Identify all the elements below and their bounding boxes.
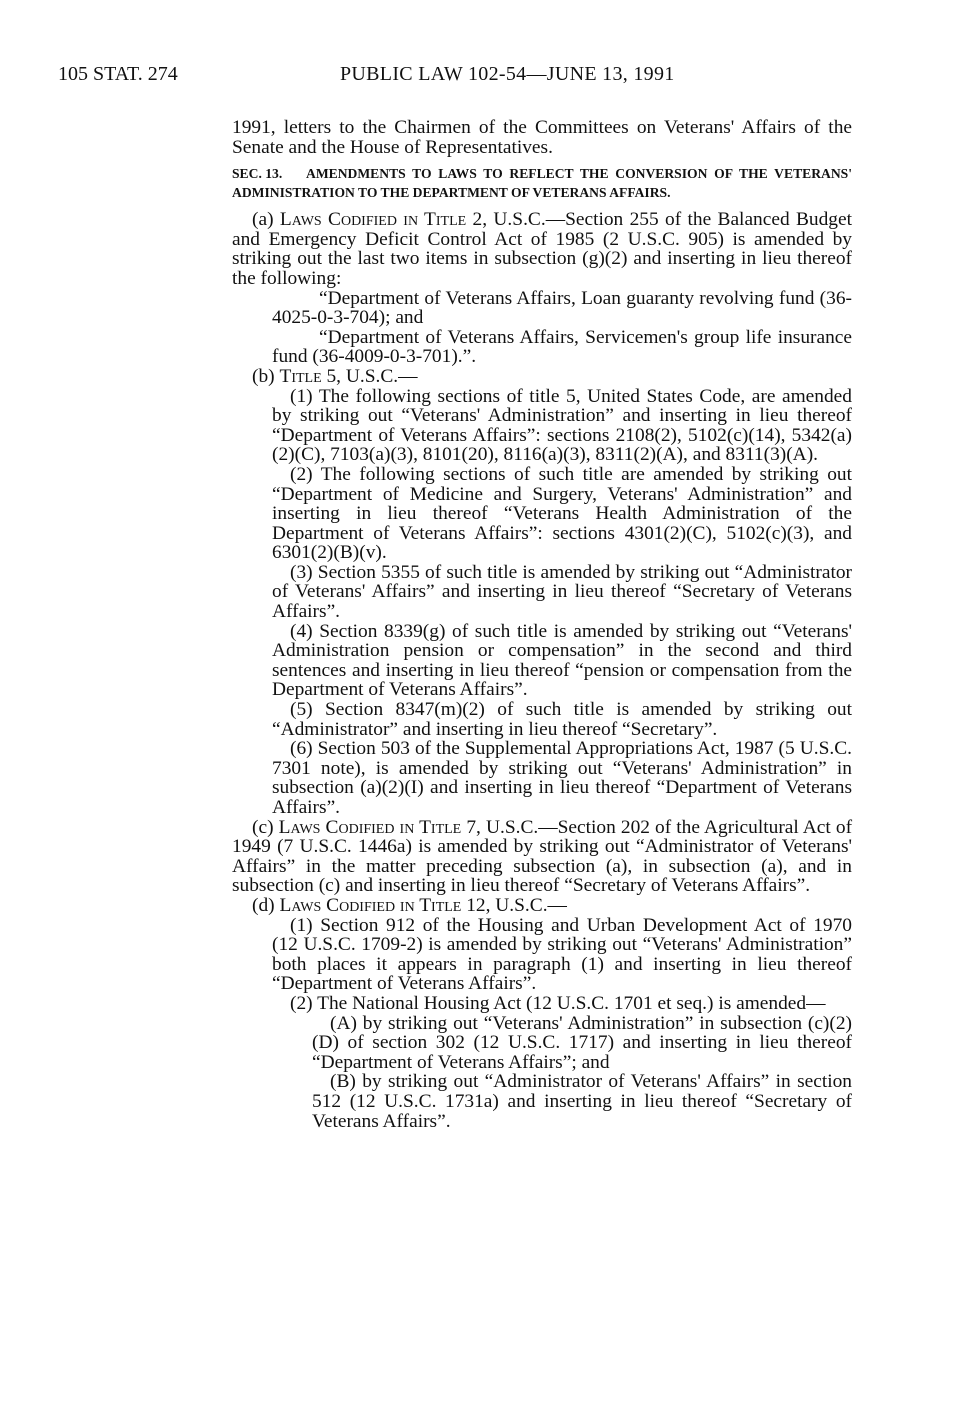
- subsection-b-text: 5, U.S.C.—: [321, 365, 418, 387]
- paragraph-d2A: (A) by striking out “Veterans' Administration” in subsection (c)(2)(D) of section 302 (12 U.S.C. 1717) and inserting in lieu thereof “Department of Veterans Affairs”; and: [312, 1012, 852, 1073]
- paragraph-b6: (6) Section 503 of the Supplemental Appropriations Act, 1987 (5 U.S.C. 7301 note), is amended by striking out “Veterans' Administration” in subsection (a)(2)(I) and inserting in lieu thereof “Department of Veterans Affairs”.: [272, 738, 852, 818]
- subsection-d: [232, 896, 852, 916]
- paragraph-d2: (2) The National Housing Act (12 U.S.C. 1701 et seq.) is amended—: [290, 992, 826, 1014]
- paragraph-d2B: (B) by striking out “Administrator of Veterans' Affairs” in section 512 (12 U.S.C. 1731a) and inserting in lieu thereof “Secretary of Veterans Affairs”.: [312, 1071, 852, 1132]
- page-header: [58, 62, 848, 86]
- subsection-a-text: 2, U.S.C.—Section 255 of the Balanced Budget and Emergency Deficit Control Act of 1985 (2 U.S.C. 905) is amended by striking out the last two items in subsection (g)(2) and inserting in lieu thereof the following:: [232, 209, 853, 289]
- subsection-b-heading: Title: [279, 365, 322, 387]
- quoted-item-1: “Department of Veterans Affairs, Loan guaranty revolving fund (36-4025-0-3-704); and: [272, 287, 852, 329]
- subsection-d-label: (d): [252, 894, 280, 916]
- subsection-d-text: 12, U.S.C.—: [461, 894, 567, 916]
- subsection-d-heading: Laws Codified in Title: [279, 894, 462, 916]
- paragraph-b2: (2) The following sections of such title are amended by striking out “Department of Medicine and Surgery, Veterans' Administration” and inserting in lieu thereof “Veterans Health Administration of the Department of Veterans Affairs”: sections 4301(2)(C), 5102(c)(3), and 6301(2)(B)(v).: [272, 463, 852, 564]
- stat-page-number: 105 STAT. 274: [58, 63, 178, 85]
- subsection-a-heading: Laws Codified in Title: [279, 209, 467, 231]
- section-heading: [232, 164, 852, 202]
- paragraph-b3: (3) Section 5355 of such title is amended by striking out “Administrator of Veterans' Affairs” and inserting in lieu thereof “Secretary of Veterans Affairs”.: [272, 561, 852, 623]
- subsection-a: [232, 210, 852, 288]
- subsection-a-label: (a): [252, 209, 280, 231]
- document-body: [232, 118, 852, 1131]
- quoted-item-2: “Department of Veterans Affairs, Servicemen's group life insurance fund (36-4009-0-3-701).”.: [272, 326, 852, 368]
- subsection-c-label: (c): [252, 816, 279, 838]
- subsection-c-text: 7, U.S.C.—Section 202 of the Agricultural Act of 1949 (7 U.S.C. 1446a) is amended by striking out “Administrator of Veterans' Affairs” in the matter preceding subsection (a), in subsection (a), and in subsection (c) and inserting in lieu thereof “Secretary of Veterans Affairs”.: [232, 816, 853, 897]
- section-title: AMENDMENTS TO LAWS TO REFLECT THE CONVERSION OF THE VETERANS' ADMINISTRATION TO THE DEPARTMENT OF VETERANS AFFAIRS.: [232, 166, 852, 201]
- law-title: PUBLIC LAW 102-54—JUNE 13, 1991: [340, 63, 675, 85]
- section-number: SEC. 13.: [232, 166, 283, 182]
- paragraph-d1: (1) Section 912 of the Housing and Urban Development Act of 1970 (12 U.S.C. 1709-2) is amended by striking out “Veterans' Administration” both places it appears in paragraph (1) and inserting in lieu thereof “Department of Veterans Affairs”.: [272, 914, 852, 995]
- subsection-b-label: (b): [252, 365, 280, 387]
- subsection-b: [232, 367, 852, 387]
- paragraph-b5: (5) Section 8347(m)(2) of such title is amended by striking out “Administrator” and inserting in lieu thereof “Secretary”.: [272, 699, 852, 740]
- paragraph-b1: (1) The following sections of title 5, United States Code, are amended by striking out “Veterans' Administration” and inserting in lieu thereof “Department of Veterans Affairs”: sections 2108(2), 5102(c)(14), 5342(a)(2)(C), 7103(a)(3), 8101(20), 8116(a)(3), 8311(2)(A), and 8311(3)(A).: [272, 385, 852, 466]
- subsection-c-heading: Laws Codified in Title: [278, 816, 462, 838]
- paragraph-b4: (4) Section 8339(g) of such title is amended by striking out “Veterans' Administration pension or compensation” in the second and third sentences and inserting in lieu thereof “pension or compensation from the Department of Veterans Affairs”.: [272, 620, 852, 701]
- continued-paragraph: 1991, letters to the Chairmen of the Committees on Veterans' Affairs of the Senate and the House of Representatives.: [232, 117, 852, 158]
- subsection-c: [232, 818, 852, 896]
